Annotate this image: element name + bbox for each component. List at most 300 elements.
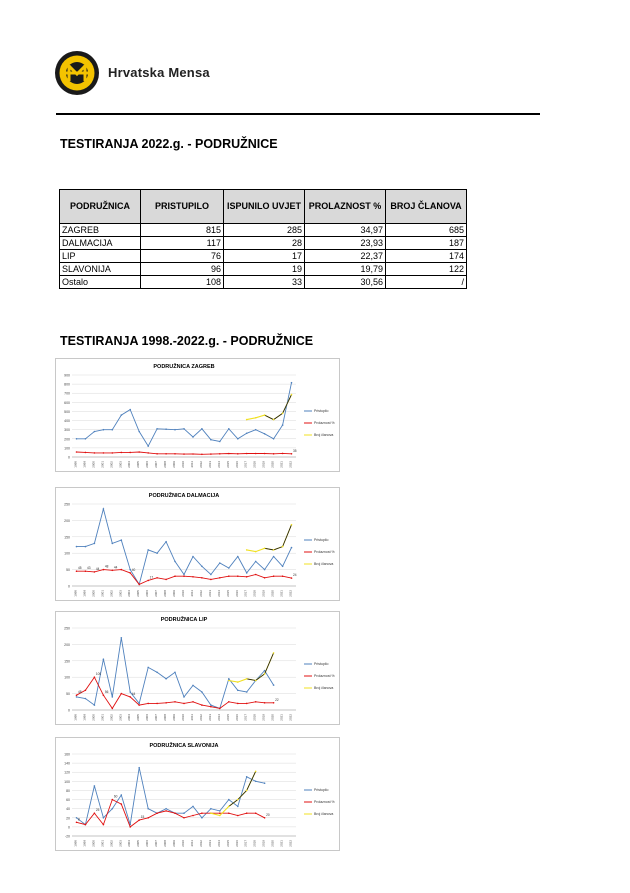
series-line [247, 525, 292, 552]
data-point [255, 680, 257, 682]
x-tick-label: 1998 [73, 461, 78, 468]
cell-pass-rate: 22,37 [305, 250, 386, 263]
data-point [246, 453, 248, 455]
x-tick-label: 1999 [82, 714, 87, 721]
branch-results-table [59, 189, 467, 289]
x-tick-label: 2009 [172, 714, 177, 721]
data-point [165, 541, 167, 543]
x-tick-label: 2012 [198, 461, 203, 468]
cell-branch: SLAVONIJA [60, 263, 141, 276]
data-point [210, 808, 212, 810]
x-tick-label: 2004 [127, 714, 132, 721]
cell-branch: Ostalo [60, 276, 141, 289]
data-point [156, 552, 158, 554]
charts-section-title: TESTIRANJA 1998.-2022.g. - PODRUŽNICE [60, 334, 314, 348]
data-point [103, 817, 105, 819]
cell-pass-rate: 23,93 [305, 237, 386, 250]
data-point [246, 576, 248, 578]
legend-label: Broj članova [314, 812, 334, 817]
data-point [219, 453, 221, 455]
x-tick-label: 2009 [172, 840, 177, 847]
data-point [201, 817, 203, 819]
table-header-row [60, 190, 467, 224]
data-point [255, 771, 257, 773]
data-point [76, 451, 78, 453]
data-point [255, 453, 257, 455]
data-point [282, 424, 284, 426]
data-point [210, 812, 212, 814]
data-point [201, 577, 203, 579]
data-point [147, 452, 149, 454]
data-point [112, 808, 114, 810]
data-point [138, 767, 140, 769]
cell-branch: ZAGREB [60, 224, 141, 237]
data-point [174, 561, 176, 563]
x-tick-label: 2020 [270, 840, 275, 847]
data-point [264, 548, 266, 550]
x-tick-label: 2004 [127, 461, 132, 468]
data-point [121, 414, 123, 416]
x-tick-label: 2019 [261, 590, 266, 597]
x-tick-label: 2011 [189, 590, 194, 597]
trend-line [265, 525, 292, 550]
data-label: 22 [275, 697, 279, 702]
data-point [103, 658, 105, 660]
data-point [112, 696, 114, 698]
data-point [183, 428, 185, 430]
data-label: 43 [86, 566, 91, 571]
data-point [264, 414, 266, 416]
data-point [138, 584, 140, 586]
x-tick-label: 2002 [109, 840, 114, 847]
cell-members: 685 [386, 224, 467, 237]
chart-svg [56, 738, 341, 852]
chart-lip [55, 611, 340, 725]
data-point [165, 808, 167, 810]
x-tick-label: 2002 [109, 590, 114, 597]
data-point [273, 652, 275, 654]
data-point [192, 556, 194, 558]
x-tick-label: 2005 [136, 714, 141, 721]
data-point [147, 703, 149, 705]
y-tick-label: 200 [64, 642, 70, 647]
data-point [192, 436, 194, 438]
data-point [129, 409, 131, 411]
data-point [237, 815, 239, 817]
data-point [237, 453, 239, 455]
data-point [112, 429, 114, 431]
data-label: 100 [95, 672, 102, 677]
data-point [237, 556, 239, 558]
data-point [121, 539, 123, 541]
data-point [255, 561, 257, 563]
y-tick-label: 200 [64, 437, 70, 442]
data-label: 20 [266, 812, 270, 817]
data-point [273, 438, 275, 440]
x-tick-label: 2003 [118, 714, 123, 721]
data-label: 48 [77, 690, 82, 695]
x-tick-label: 2018 [252, 714, 257, 721]
x-tick-label: 2019 [261, 714, 266, 721]
x-tick-label: 2011 [189, 714, 194, 721]
data-label: 44 [131, 691, 136, 696]
data-point [76, 822, 78, 824]
x-tick-label: 2001 [100, 590, 105, 597]
cell-attended: 108 [141, 276, 224, 289]
x-tick-label: 2007 [154, 714, 159, 721]
x-tick-label: 2007 [154, 590, 159, 597]
legend-label: Pristupilo [314, 409, 329, 414]
x-tick-label: 2021 [279, 461, 284, 468]
data-point [129, 826, 131, 828]
brand-name: Hrvatska Mensa [108, 65, 210, 80]
data-point [237, 703, 239, 705]
data-point [112, 452, 114, 454]
chart-svg [56, 359, 341, 473]
data-point [192, 806, 194, 808]
chart-title: PODRUŽNICA ZAGREB [153, 364, 215, 370]
series-line [77, 383, 292, 446]
data-point [246, 549, 248, 551]
data-point [138, 819, 140, 821]
data-label: 15 [140, 815, 145, 820]
data-point [192, 576, 194, 578]
chart-zagreb [55, 358, 340, 472]
data-point [219, 577, 221, 579]
data-point [156, 812, 158, 814]
y-tick-label: 20 [66, 816, 70, 821]
data-point [94, 431, 96, 433]
data-point [264, 453, 266, 455]
data-point [165, 453, 167, 455]
x-tick-label: 2008 [163, 840, 168, 847]
data-point [174, 812, 176, 814]
data-point [156, 703, 158, 705]
table-row [60, 276, 467, 289]
data-point [201, 566, 203, 568]
x-tick-label: 1998 [73, 714, 78, 721]
data-point [121, 693, 123, 695]
data-point [264, 817, 266, 819]
legend-label: Prolaznost % [314, 674, 335, 679]
data-point [85, 452, 87, 454]
data-point [183, 703, 185, 705]
data-point [192, 701, 194, 703]
data-point [174, 575, 176, 577]
y-tick-label: 0 [68, 825, 70, 830]
data-point [264, 433, 266, 435]
y-tick-label: 50 [66, 692, 70, 697]
data-point [112, 799, 114, 801]
data-label: 17 [149, 575, 154, 580]
x-tick-label: 2010 [181, 461, 185, 468]
trend-line [247, 653, 274, 681]
chart-title: PODRUŽNICA SLAVONIJA [149, 743, 219, 749]
data-point [291, 453, 293, 455]
x-tick-label: 2005 [136, 461, 141, 468]
data-point [219, 562, 221, 564]
data-point [183, 817, 185, 819]
data-label: 56 [104, 690, 109, 695]
cell-qualified: 285 [224, 224, 305, 237]
data-point [255, 429, 257, 431]
x-tick-label: 2010 [181, 714, 185, 721]
data-point [237, 690, 239, 692]
y-tick-label: 150 [64, 535, 70, 540]
data-point [138, 431, 140, 433]
data-point [121, 637, 123, 639]
table-row [60, 263, 467, 276]
y-tick-label: 40 [66, 807, 70, 812]
y-tick-label: 0 [68, 455, 70, 460]
data-point [201, 454, 203, 456]
series-line [77, 768, 265, 825]
data-point [282, 566, 284, 568]
y-tick-label: 300 [64, 428, 70, 433]
data-point [76, 696, 78, 698]
x-tick-label: 2008 [163, 590, 168, 597]
x-tick-label: 2020 [270, 714, 275, 721]
x-tick-label: 2008 [163, 714, 168, 721]
cell-pass-rate: 19,79 [305, 263, 386, 276]
table-row [60, 250, 467, 263]
x-tick-label: 1998 [73, 840, 78, 847]
data-point [237, 806, 239, 808]
data-point [228, 812, 230, 814]
cell-attended: 117 [141, 237, 224, 250]
data-point [228, 680, 230, 682]
col-header-branch: PODRUŽNICA [60, 190, 141, 224]
data-point [147, 667, 149, 669]
data-point [156, 428, 158, 430]
x-tick-label: 2013 [207, 590, 212, 597]
data-point [121, 803, 123, 805]
data-point [282, 546, 284, 548]
data-point [76, 438, 78, 440]
x-tick-label: 2022 [288, 461, 293, 468]
y-tick-label: 100 [64, 779, 70, 784]
x-tick-label: 2014 [216, 461, 221, 468]
x-tick-label: 2021 [279, 840, 284, 847]
data-point [112, 543, 114, 545]
legend-label: Prolaznost % [314, 550, 335, 555]
data-point [165, 702, 167, 704]
data-point [291, 524, 293, 526]
data-point [255, 574, 257, 576]
data-point [228, 701, 230, 703]
data-point [273, 453, 275, 455]
x-tick-label: 2006 [145, 590, 150, 597]
data-point [85, 698, 87, 700]
data-point [282, 413, 284, 415]
data-point [201, 812, 203, 814]
x-tick-label: 2014 [216, 714, 221, 721]
x-tick-label: 2016 [234, 461, 239, 468]
x-tick-label: 1999 [82, 840, 87, 847]
data-point [282, 575, 284, 577]
cell-qualified: 33 [224, 276, 305, 289]
data-point [183, 574, 185, 576]
x-tick-label: 2001 [100, 714, 105, 721]
data-point [228, 806, 230, 808]
data-point [165, 428, 167, 430]
mensa-logo-icon [54, 50, 100, 96]
x-tick-label: 2004 [127, 840, 132, 847]
y-tick-label: 700 [64, 391, 70, 396]
data-point [273, 575, 275, 577]
data-point [291, 382, 293, 384]
data-point [112, 708, 114, 710]
data-point [228, 575, 230, 577]
x-tick-label: 2022 [288, 840, 293, 847]
data-point [85, 438, 87, 440]
series-line [77, 638, 274, 709]
data-point [94, 452, 96, 454]
data-label: 48 [104, 564, 109, 569]
data-point [192, 453, 194, 455]
x-tick-label: 2021 [279, 590, 284, 597]
data-label: 44 [113, 565, 118, 570]
data-point [174, 672, 176, 674]
x-tick-label: 2011 [189, 840, 194, 847]
x-tick-label: 2022 [288, 590, 293, 597]
x-tick-label: 2017 [243, 461, 248, 468]
cell-attended: 76 [141, 250, 224, 263]
y-tick-label: 250 [64, 502, 70, 507]
x-tick-label: 2010 [181, 840, 185, 847]
data-point [156, 453, 158, 455]
x-tick-label: 2014 [216, 590, 221, 597]
y-tick-label: 100 [64, 551, 70, 556]
cell-branch: LIP [60, 250, 141, 263]
y-tick-label: 150 [64, 659, 70, 664]
y-tick-label: 50 [66, 568, 70, 573]
data-point [264, 670, 266, 672]
data-label: 44 [95, 566, 100, 571]
data-point [246, 433, 248, 435]
data-point [192, 685, 194, 687]
data-point [94, 785, 96, 787]
x-tick-label: 2019 [261, 461, 266, 468]
data-point [103, 429, 105, 431]
x-tick-label: 2020 [270, 590, 275, 597]
x-tick-label: 2018 [252, 840, 257, 847]
data-point [219, 441, 221, 443]
data-point [138, 704, 140, 706]
x-tick-label: 2005 [136, 840, 141, 847]
x-tick-label: 2006 [145, 461, 150, 468]
data-point [273, 702, 275, 704]
data-point [103, 694, 105, 696]
data-point [219, 812, 221, 814]
data-label: 24 [293, 573, 297, 578]
data-point [85, 690, 87, 692]
x-tick-label: 2012 [198, 590, 203, 597]
x-tick-label: 2017 [243, 714, 248, 721]
data-point [201, 704, 203, 706]
legend-label: Broj članova [314, 433, 334, 438]
data-point [228, 428, 230, 430]
table-section-title: TESTIRANJA 2022.g. - PODRUŽNICE [60, 137, 278, 151]
data-point [165, 579, 167, 581]
data-point [264, 569, 266, 571]
legend-label: Broj članova [314, 686, 334, 691]
y-tick-label: 100 [64, 446, 70, 451]
data-label: 60 [113, 794, 118, 799]
y-tick-label: 140 [64, 761, 70, 766]
legend-label: Pristupilo [314, 538, 329, 543]
x-tick-label: 2016 [234, 714, 239, 721]
x-tick-label: 2006 [145, 840, 150, 847]
data-point [174, 453, 176, 455]
data-point [129, 452, 131, 454]
table-row [60, 237, 467, 250]
data-point [138, 703, 140, 705]
data-point [282, 453, 284, 455]
x-tick-label: 2001 [100, 461, 105, 468]
x-tick-label: 2003 [118, 461, 123, 468]
cell-members: 187 [386, 237, 467, 250]
x-tick-label: 2000 [91, 590, 96, 597]
data-point [165, 678, 167, 680]
cell-attended: 96 [141, 263, 224, 276]
data-point [237, 438, 239, 440]
x-tick-label: 2017 [243, 590, 248, 597]
series-line [229, 653, 274, 682]
data-label: 40 [131, 567, 136, 572]
data-point [201, 691, 203, 693]
data-point [246, 776, 248, 778]
data-point [147, 808, 149, 810]
y-tick-label: 200 [64, 518, 70, 523]
data-point [174, 429, 176, 431]
x-tick-label: 2013 [207, 840, 212, 847]
cell-members: 122 [386, 263, 467, 276]
data-point [147, 445, 149, 447]
x-tick-label: 1999 [82, 461, 87, 468]
data-point [219, 708, 221, 710]
x-tick-label: 2005 [136, 590, 141, 597]
x-tick-label: 2013 [207, 714, 212, 721]
data-point [94, 543, 96, 545]
series-line [77, 800, 265, 827]
data-point [210, 439, 212, 441]
cell-branch: DALMACIJA [60, 237, 141, 250]
data-point [291, 577, 293, 579]
y-tick-label: 900 [64, 373, 70, 378]
data-point [246, 703, 248, 705]
data-point [103, 508, 105, 510]
data-point [112, 570, 114, 572]
data-point [183, 453, 185, 455]
data-point [103, 569, 105, 571]
x-tick-label: 1998 [73, 590, 78, 597]
data-point [210, 453, 212, 455]
chart-title: PODRUŽNICA LIP [160, 617, 208, 623]
data-point [228, 453, 230, 455]
data-point [121, 569, 123, 571]
x-tick-label: 2020 [270, 461, 275, 468]
data-point [192, 815, 194, 817]
data-point [237, 575, 239, 577]
data-point [237, 799, 239, 801]
cell-members: 174 [386, 250, 467, 263]
col-header-members: BROJ ČLANOVA [386, 190, 467, 224]
x-tick-label: 2007 [154, 461, 159, 468]
chart-svg [56, 488, 341, 602]
cell-pass-rate: 34,97 [305, 224, 386, 237]
x-tick-label: 2002 [109, 461, 114, 468]
